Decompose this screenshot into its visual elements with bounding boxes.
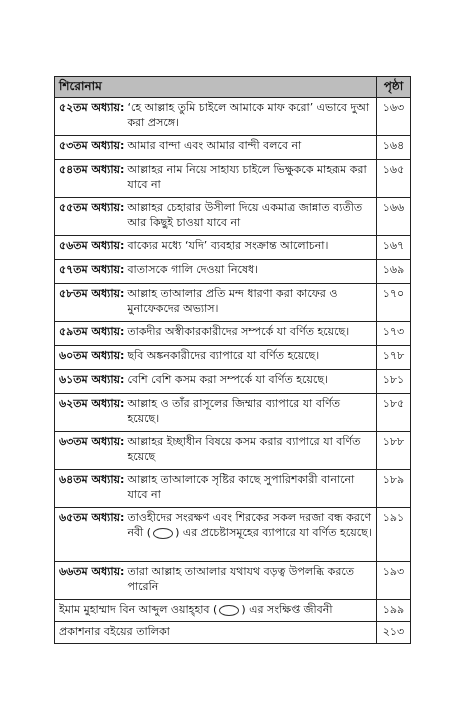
table-row [55,284,411,322]
chapter-title [127,510,372,540]
chapter-title: বাক্যের মধ্যে ‘যদি’ ব্যবহার সংক্রান্ত আলোচনা। [127,239,329,252]
page-number: ১৬৭ [377,236,411,260]
table-row [55,370,411,394]
chapter-title: আল্লাহ ও তাঁর রাসূলের জিম্মার ব্যাপারে যা বর্ণিত হয়েছে। [127,397,341,425]
page-number: ১৯১ [377,508,411,562]
table-row [55,432,411,470]
page-number: ১৬৯ [377,260,411,284]
header-row [55,77,411,98]
page-number: ১৮৮ [377,432,411,470]
table-row [55,136,411,160]
biography-title-part: ইমাম মুহাম্মাদ বিন আব্দুল ওয়াহ্হাব ( [59,603,218,616]
title-column-header: শিরোনাম [55,77,377,98]
chapter-label: ৫২তম অধ্যায়: [59,101,125,114]
chapter-title: আল্লাহ তাআলাকে সৃষ্টির কাছে সুপারিশকারী বানানো যাবে না [127,473,355,501]
table-row [55,160,411,198]
chapter-title: তারা আল্লাহ তাআলার যথাযথ বড়ত্ব উপলব্ধি করতে পারেনি [127,565,355,593]
table-row [55,600,411,622]
table-row [55,236,411,260]
page-number: ১৯৩ [377,562,411,600]
chapter-title: বাতাসকে গালি দেওয়া নিষেধ। [127,263,259,276]
chapter-label: ৬৩তম অধ্যায়: [59,435,125,448]
chapter-title: আল্লাহ তাআলার প্রতি মন্দ ধারণা করা কাফের ও মুনাফেকদের অভ্যাস। [127,287,338,315]
chapter-title-part: তাওহীদের সংরক্ষণ এবং শিরকের সকল দরজা বন্ধ করণে নবী ( [127,511,372,539]
chapter-label: ৬৪তম অধ্যায়: [59,473,125,486]
chapter-title: আমার বান্দা এবং আমার বান্দী বলবে না [127,139,302,152]
page-number: ১৭৮ [377,346,411,370]
table-row [55,198,411,236]
table-row [55,470,411,508]
chapter-title: বেশি বেশি কসম করা সম্পর্কে যা বর্ণিত হয়েছে। [127,373,328,386]
publications-list-title: প্রকাশনার বইয়ের তালিকা [59,625,170,638]
chapter-label: ৫৭তম অধ্যায়: [59,263,125,276]
page-column-header: পৃষ্ঠা [377,77,411,98]
chapter-label: ৫৪তম অধ্যায়: [59,163,125,176]
page-number: ১৬৬ [377,198,411,236]
page-number: ১৬৩ [377,98,411,136]
chapter-label: ৫৩তম অধ্যায়: [59,139,125,152]
table-row [55,508,411,562]
page-number: ২১৩ [377,622,411,644]
page-number: ১৯৯ [377,600,411,622]
chapter-label: ৬২তম অধ্যায়: [59,397,125,410]
chapter-title: আল্লাহর ইচ্ছাধীন বিষয়ে কসম করার ব্যাপারে যা বর্ণিত হয়েছে [127,435,361,463]
page-number: ১৭০ [377,284,411,322]
table-row [55,322,411,346]
chapter-title: আল্লাহর নাম নিয়ে সাহায্য চাইলে ভিক্ষুককে মাহরূম করা যাবে না [127,163,367,191]
table-row [55,260,411,284]
chapter-label: ৫৬তম অধ্যায়: [59,239,125,252]
chapter-label: ৬১তম অধ্যায়: [59,373,125,386]
page-number: ১৬৪ [377,136,411,160]
table-row [55,98,411,136]
chapter-label: ৬৫তম অধ্যায়: [59,511,125,524]
chapter-label: ৫৫তম অধ্যায়: [59,201,125,214]
biography-title-part: ) এর সংক্ষিপ্ত জীবনী [241,603,333,616]
salawat-seal-icon [153,528,173,539]
chapter-label: ৬৬তম অধ্যায়: [59,565,125,578]
page-number: ১৭৩ [377,322,411,346]
page-number: ১৮৯ [377,470,411,508]
page-number: ১৮৫ [377,394,411,432]
table-row [55,346,411,370]
table-row [55,394,411,432]
rahimahullah-seal-icon [219,605,239,616]
chapter-title-part: ) এর প্রচেষ্টাসমূহের ব্যাপারে যা বর্ণিত হয়েছে। [175,526,372,539]
page-number: ১৮১ [377,370,411,394]
chapter-label: ৫৮তম অধ্যায়: [59,287,125,300]
table-row [55,622,411,644]
chapter-title: তাকদীর অস্বীকারকারীদের সম্পর্কে যা বর্ণিত হয়েছে। [127,325,350,338]
chapter-title: ছবি অঙ্কনকারীদের ব্যাপারে যা বর্ণিত হয়েছে। [127,349,320,362]
page-number: ১৬৫ [377,160,411,198]
chapter-label: ৫৯তম অধ্যায়: [59,325,125,338]
chapter-title: ‘হে আল্লাহ তুমি চাইলে আমাকে মাফ করো’ এভাবে দুআ করা প্রসঙ্গে। [127,101,370,129]
chapter-label: ৬০তম অধ্যায়: [59,349,125,362]
biography-title [59,603,332,616]
table-row [55,562,411,600]
chapter-title: আল্লাহর চেহারার উসীলা দিয়ে একমাত্র জান্নাত ব্যতীত আর কিছুই চাওয়া যাবে না [127,201,363,229]
table-of-contents [54,76,411,644]
